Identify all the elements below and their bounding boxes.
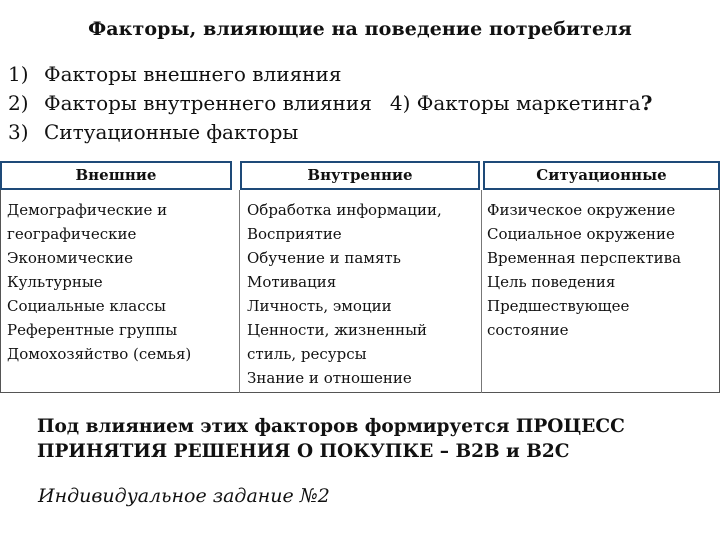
table-header-external: Внешние: [0, 161, 232, 190]
table-cell: Цель поведения: [487, 273, 616, 291]
table-cell: Физическое окружение: [487, 201, 676, 219]
table-cell: Социальные классы: [7, 297, 166, 315]
factor-item-3: [8, 118, 652, 147]
factor-list: [8, 60, 652, 147]
table-cell: Культурные: [7, 273, 103, 291]
table-cell: Референтные группы: [7, 321, 178, 339]
factor-item-label: Факторы маркетинга: [416, 91, 641, 115]
table-cell: Мотивация: [247, 273, 337, 291]
assignment-label: Индивидуальное задание №2: [38, 485, 330, 507]
factor-item-number: 2): [8, 91, 29, 115]
table-column-internal: [247, 198, 442, 390]
table-column-external: [7, 198, 191, 366]
table-header-situational: Ситуационные: [483, 161, 720, 190]
factors-table: [0, 161, 720, 393]
question-mark: ?: [640, 91, 653, 115]
table-cell: Демографические и: [7, 201, 168, 219]
column-divider: [239, 190, 240, 393]
table-cell: Обучение и память: [247, 249, 401, 267]
factor-item-1: [8, 60, 652, 89]
factor-item-number: 1): [8, 62, 29, 86]
table-cell: Восприятие: [247, 225, 342, 243]
summary-line: Под влиянием этих факторов формируется ПРОЦЕСС: [37, 416, 625, 437]
factor-item-label: Факторы внешнего влияния: [44, 62, 342, 86]
table-cell: географические: [7, 225, 137, 243]
table-column-situational: [487, 198, 681, 342]
table-cell: Обработка информации,: [247, 201, 442, 219]
table-cell: Предшествующее: [487, 297, 630, 315]
table-cell: Временная перспектива: [487, 249, 682, 267]
table-cell: Личность, эмоции: [247, 297, 392, 315]
factor-item-number: 3): [8, 120, 29, 144]
factor-item-label: Факторы внутреннего влияния: [44, 91, 372, 115]
table-header-internal: Внутренние: [240, 161, 480, 190]
summary-line: ПРИНЯТИЯ РЕШЕНИЯ О ПОКУПКЕ – В2В и В2С: [37, 441, 570, 462]
table-cell: Экономические: [7, 249, 134, 267]
factor-item-2: [8, 89, 652, 118]
factor-item-number: 4): [389, 91, 411, 115]
page-title: Факторы, влияющие на поведение потребителя: [88, 18, 632, 40]
table-cell: состояние: [487, 321, 569, 339]
factor-item-label: Ситуационные факторы: [44, 120, 299, 144]
table-cell: Знание и отношение: [247, 369, 412, 387]
table-cell: стиль, ресурсы: [247, 345, 367, 363]
column-divider: [481, 190, 482, 393]
table-cell: Ценности, жизненный: [247, 321, 427, 339]
table-cell: Домохозяйство (семья): [7, 345, 192, 363]
table-cell: Социальное окружение: [487, 225, 675, 243]
summary-text: [37, 414, 625, 464]
